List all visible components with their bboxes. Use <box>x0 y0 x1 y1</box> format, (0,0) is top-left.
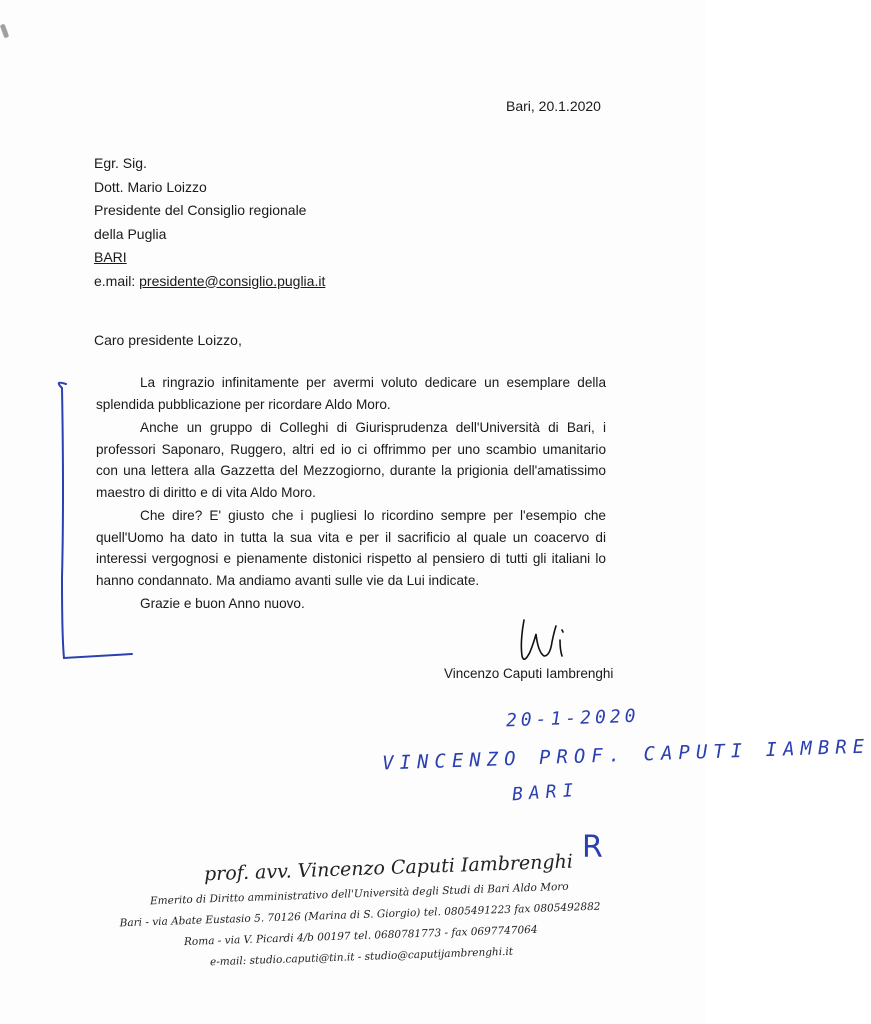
handwritten-city: BARI <box>511 779 581 806</box>
recipient-role: Presidente del Consiglio regionale <box>94 202 307 218</box>
recipient-title: Egr. Sig. <box>94 155 147 171</box>
handwritten-date: 20-1-2020 <box>505 705 640 732</box>
paragraph-1: La ringrazio infinitamente per avermi voluto dedicare un esemplare della splendida pubblicazione per ricordare Aldo Moro. <box>96 375 606 412</box>
recipient-region: della Puglia <box>94 225 167 242</box>
letterhead-email: e-mail: studio.caputi@tin.it - studio@caputijambrenghi.it <box>209 945 514 969</box>
letterhead-footer <box>58 848 661 979</box>
recipient-email-row <box>94 270 325 294</box>
paragraph-3: Che dire? E' giusto che i pugliesi lo ricordino sempre per l'esempio che quell'Uomo ha dato in tutta la sua vita e per il sacrificio al quale un coacervo di interessi vergognosi e pienamente distonici rispetto al pensiero di tutti gli italiani lo hanno condannato. Ma andiamo avanti sulle vie da Lui indicate. <box>96 508 606 588</box>
salutation: Caro presidente Loizzo, <box>94 332 242 348</box>
paragraph-2: Anche un gruppo di Colleghi di Giurisprudenza dell'Università di Bari, i professori Saponaro, Ruggero, altri ed io ci offrimmo per uno scambio umanitario con una lettera alla Gazzetta del Mezzogiorno, durante la prigionia dell'amatissimo maestro di diritto e di vita Aldo Moro. <box>96 420 606 500</box>
recipient-address <box>94 152 325 293</box>
handwritten-name: VINCENZO PROF. CAPUTI IAMBRE <box>381 735 871 775</box>
handwritten-signature <box>510 612 580 668</box>
letterhead-address-bari: Bari - via Abate Eustasio 5. 70126 (Marina di S. Giorgio) tel. 0805491223 fax 0805492882 <box>119 900 601 930</box>
letter-body <box>96 372 606 617</box>
letterhead-address-roma: Roma - via V. Picardi 4/b 00197 tel. 0680781773 - fax 0697747064 <box>183 923 538 949</box>
letter-date: Bari, 20.1.2020 <box>506 98 601 114</box>
paragraph-4: Grazie e buon Anno nuovo. <box>140 596 305 611</box>
recipient-city: BARI <box>94 249 127 265</box>
recipient-email-link[interactable]: presidente@consiglio.puglia.it <box>139 272 326 289</box>
email-label: e.mail: <box>94 272 140 289</box>
signatory-name: Vincenzo Caputi Iambrenghi <box>444 666 614 681</box>
handwritten-initial: R <box>582 830 603 865</box>
recipient-name: Dott. Mario Loizzo <box>94 178 207 195</box>
letterhead-title: Emerito di Diritto amministrativo dell'Università degli Studi di Bari Aldo Moro <box>149 880 569 908</box>
letterhead-name: prof. avv. Vincenzo Caputi Iambrenghi <box>203 850 574 886</box>
scan-artifact <box>0 24 9 39</box>
